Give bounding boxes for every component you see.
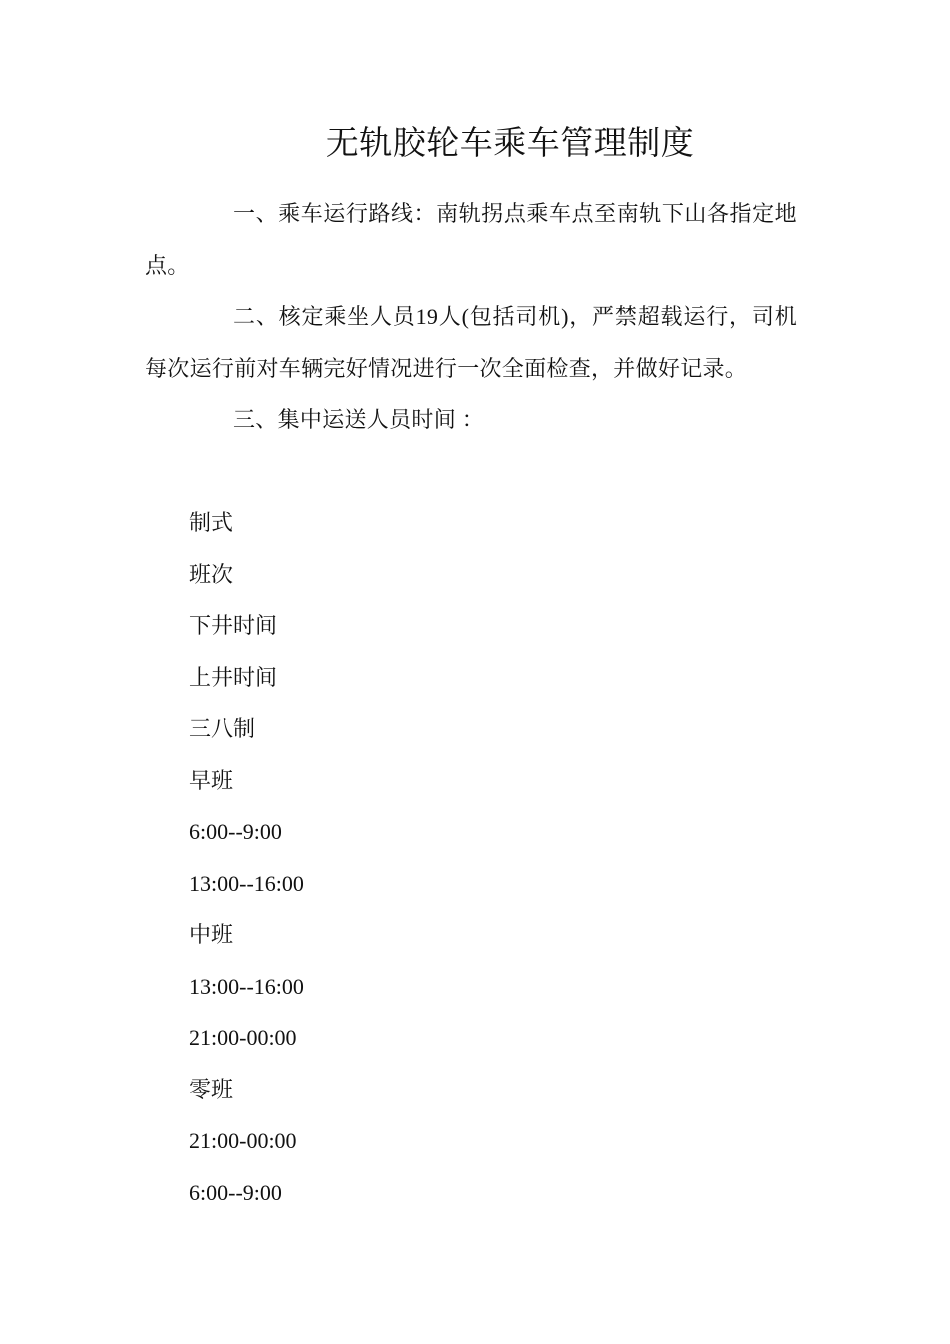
schedule-item-morning-down: 6:00--9:00 xyxy=(189,819,282,844)
paragraph-schedule-heading: 三、集中运送人员时间 ： xyxy=(233,407,485,432)
schedule-item-header-shift: 班次 xyxy=(189,561,234,587)
schedule-item-header-down-time: 下井时间 xyxy=(189,613,278,638)
schedule-item-shift-night: 零班 xyxy=(189,1076,234,1102)
schedule-item-shift-middle: 中班 xyxy=(189,922,234,947)
schedule-item-header-system: 制式 xyxy=(189,510,234,535)
schedule-item-morning-up: 13:00--16:00 xyxy=(189,870,304,896)
paragraph-route: 一、乘车运行路线：南轨拐点乘车点至南轨下山各指定地点。 xyxy=(145,201,797,278)
paragraph-capacity: 二、核定乘坐人员19人(包括司机)，严禁超载运行，司机每次运行前对车辆完好情况进行一次全面检查，并做好记录。 xyxy=(145,304,797,381)
schedule-item-night-up: 6:00--9:00 xyxy=(189,1179,282,1205)
schedule-item-shift-morning: 早班 xyxy=(189,767,234,793)
schedule-item-middle-up: 21:00-00:00 xyxy=(189,1025,297,1050)
schedule-item-night-down: 21:00-00:00 xyxy=(189,1128,297,1153)
schedule-item-system: 三八制 xyxy=(189,716,256,741)
document-title: 无轨胶轮车乘车管理制度 xyxy=(325,126,695,162)
schedule-item-header-up-time: 上井时间 xyxy=(189,664,278,690)
schedule-item-middle-down: 13:00--16:00 xyxy=(189,973,304,999)
schedule-list xyxy=(189,497,304,1218)
